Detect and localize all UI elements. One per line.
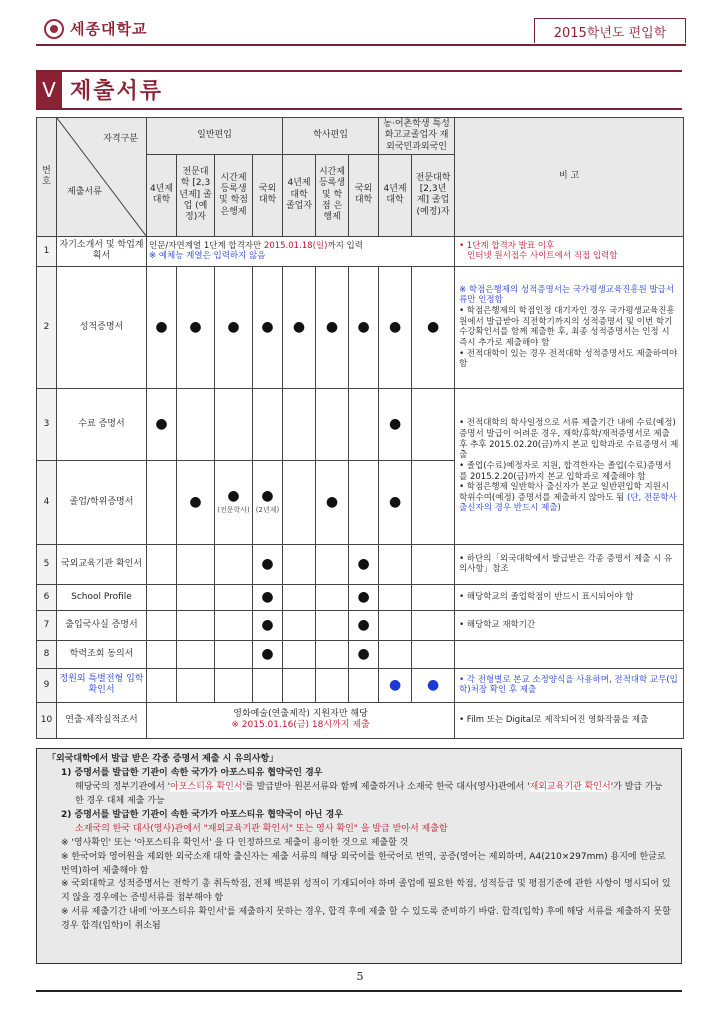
row-span-note [147, 702, 455, 738]
page-number: 5 [356, 970, 364, 983]
notice-point-2-body: 소재국의 한국 대사(영사)관에서 "재외교육기관 확인서" 또는 영사 확인" 을 발급 받아서 제출함 [75, 823, 448, 834]
remark-text: • 학점은행제 일반학사 출신자가 본교 일반편입학 지원시 학위수여(예정) 증명서를 제출하지 않아도 됨 [459, 482, 670, 503]
remark-text: • 1단계 합격자 발표 이후 [459, 240, 555, 251]
notice-note: ※ 한국어와 영어원을 제외한 외국소재 대학 출신자는 제출 서류의 해당 외국어를 한국어로 번역, 공증(영어는 제외하며, A4(210×297mm) 용지에 한글로 번역)하여 제출해야 함 [61, 851, 666, 876]
empty-cell [147, 544, 177, 584]
span-text: 영화예술(연출제작) 지원자만 해당 [233, 709, 368, 719]
empty-cell [177, 388, 215, 460]
notice-note: ※ 국외대학교 성적증명서는 전학기 총 취득학점, 전체 백분위 성적이 기재되어야 하며 졸업에 필요한 학점, 성적등급 및 평점기준에 관한 사항이 명시되어 있지 않을 경우에는 증빙서류를 첨부해야 함 [61, 879, 671, 904]
dot-mark: ● [147, 388, 177, 460]
dot-mark: ● [379, 668, 412, 702]
empty-cell [379, 584, 412, 610]
notice-point-2: 2) 증명서를 발급한 기관이 속한 국가가 아포스티유 협약국이 아닌 경우 [61, 809, 344, 820]
row-number: 4 [37, 460, 57, 544]
university-logo [44, 18, 147, 39]
dot-mark: ● [379, 266, 412, 388]
dot-mark: ● [261, 487, 274, 504]
caption: (2년제) [255, 506, 280, 515]
document-name: 정원외 특별전형 입학확인서 [57, 668, 147, 702]
group-special: 농·어촌학생 특성화고교졸업자 재외국민과외국인 [379, 118, 455, 155]
remark-cell [455, 266, 684, 388]
notice-note: ※ '영사확인' 또는 '아포스티유 확인서' 을 다 인정하므로 제출이 용이한 것으로 제출할 것 [61, 837, 409, 848]
empty-cell [412, 640, 455, 668]
notice-text: '가 발급 가능한 경우 대체 제출 가능 [75, 781, 663, 806]
deadline-date: 2015.01.18(일) [263, 240, 328, 251]
empty-cell [283, 610, 316, 640]
document-name: 졸업/학위증명서 [57, 460, 147, 544]
empty-cell [316, 584, 349, 610]
remark-cell [455, 236, 684, 266]
arts-note: ※ 예체능 계열은 입력하지 않음 [149, 251, 266, 262]
table-row [37, 236, 684, 266]
documents-table [36, 117, 684, 739]
empty-cell [177, 584, 215, 610]
table-row [37, 544, 684, 584]
remarks-header: 비 고 [455, 118, 684, 237]
dot-mark: ● [177, 460, 215, 544]
row-number: 10 [37, 702, 57, 738]
remark-cell [455, 388, 684, 544]
empty-cell [215, 668, 253, 702]
dot-mark: ● [349, 584, 379, 610]
dot-with-caption [215, 460, 253, 544]
empty-cell [316, 668, 349, 702]
category-diagonal-header [57, 118, 147, 237]
dot-mark: ● [379, 388, 412, 460]
empty-cell [412, 460, 455, 544]
empty-cell [253, 388, 283, 460]
highlight-text: 재외교육기관 확인서 [529, 781, 611, 792]
remark-cell: • 각 전형별로 본교 소정양식을 사용하며, 전적대학 교무(입학)처장 확인 후 제출 [455, 668, 684, 702]
row-number: 6 [37, 584, 57, 610]
empty-cell [379, 610, 412, 640]
table-row [37, 668, 684, 702]
empty-cell [412, 584, 455, 610]
empty-cell [412, 610, 455, 640]
top-header-bar [36, 14, 686, 46]
remark-cell: • 하단의「외국대학에서 발급받은 각종 증명서 제출 시 유의사항」참조 [455, 544, 684, 584]
row-number: 2 [37, 266, 57, 388]
dot-mark: ● [412, 668, 455, 702]
remark-text: • 전적대학의 학사일정으로 서류 제출기간 내에 수료(예정)증명서 발급이 어려운 경우, 재학/휴학/재적증명서로 제출 후 추후 2015.02.20(금)까지 본교 입학과로 수료증명서 제출 [459, 418, 679, 461]
dot-with-caption [253, 460, 283, 544]
empty-cell [283, 388, 316, 460]
table-row [37, 640, 684, 668]
dot-mark: ● [349, 610, 379, 640]
empty-cell [177, 640, 215, 668]
university-name: 세종대학교 [70, 20, 148, 38]
empty-cell [215, 388, 253, 460]
sub-g1: 4년제 대학 [147, 154, 177, 236]
empty-cell [283, 460, 316, 544]
sub-s1: 4년제 대학 [379, 154, 412, 236]
documents-label: 제출서류 [67, 186, 102, 197]
dot-mark: ● [349, 266, 379, 388]
remark-text: (단, 전문학사 출신자의 경우 반드시 제출) [459, 492, 677, 514]
empty-cell [147, 640, 177, 668]
dot-mark: ● [316, 460, 349, 544]
university-seal-icon [44, 19, 64, 39]
empty-cell [215, 544, 253, 584]
col-number-header: 번호 [37, 118, 57, 237]
dot-mark: ● [215, 266, 253, 388]
document-name: 출입국사실 증명서 [57, 610, 147, 640]
dot-mark: ● [147, 266, 177, 388]
dot-mark: ● [253, 266, 283, 388]
span-text: 인문/자연계열 1단계 합격자만 [149, 240, 264, 251]
remark-text: ※ 학점은행제의 성적증명서는 국가평생교육진흥원 발급서류만 인정함 [459, 284, 675, 306]
row-number: 9 [37, 668, 57, 702]
empty-cell [215, 584, 253, 610]
empty-cell [316, 388, 349, 460]
dot-mark: ● [349, 640, 379, 668]
highlight-text: 아포스티유 확인서 [170, 781, 243, 792]
empty-cell [379, 544, 412, 584]
document-name: 성적증명서 [57, 266, 147, 388]
table-row [37, 266, 684, 388]
sub-g4: 국외 대학 [253, 154, 283, 236]
dot-mark: ● [316, 266, 349, 388]
foreign-documents-notice [36, 748, 682, 964]
dot-mark: ● [227, 487, 240, 504]
empty-cell [349, 388, 379, 460]
qualification-label: 자격구분 [103, 134, 138, 144]
row-number: 3 [37, 388, 57, 460]
document-name: 연출·제작실적조서 [57, 702, 147, 738]
dot-mark: ● [253, 610, 283, 640]
row-number: 8 [37, 640, 57, 668]
group-bachelor: 학사편입 [283, 118, 379, 155]
empty-cell [349, 460, 379, 544]
empty-cell [412, 388, 455, 460]
empty-cell [283, 584, 316, 610]
empty-cell [215, 610, 253, 640]
notice-text: '를 발급받아 원본서류와 함께 제출하거나 소재국 한국 대사(영사)관에서 ' [242, 781, 530, 792]
dot-mark: ● [283, 266, 316, 388]
table-row [37, 388, 684, 460]
remark-cell: • 해당학교의 졸업학점이 반드시 표시되어야 함 [455, 584, 684, 610]
admission-year-tag: 2015학년도 편입학 [534, 18, 686, 43]
dot-mark: ● [349, 544, 379, 584]
empty-cell [147, 460, 177, 544]
empty-cell [253, 668, 283, 702]
sub-g3: 시간제 등록생 및 학점 은행제 [215, 154, 253, 236]
empty-cell [177, 544, 215, 584]
empty-cell [177, 668, 215, 702]
dot-mark: ● [253, 640, 283, 668]
span-text: 까지 입력 [327, 240, 363, 251]
document-name: 수료 증명서 [57, 388, 147, 460]
footer-divider [36, 990, 682, 992]
sub-g2: 전문대학 [2,3년제] 졸업 (예정)자 [177, 154, 215, 236]
empty-cell [147, 610, 177, 640]
row-number: 1 [37, 236, 57, 266]
remark-cell: • 해당학교 재학기간 [455, 610, 684, 640]
remark-text: • 학점은행제의 학점인정 대기자인 경우 국가평생교육진흥원에서 발급받아 직전학기까지의 성적증명서 및 이번 학기 수강확인서를 함께 제출한 후, 최종 성적증명서는 인정 시 즉시 추가로 제출해야 함 [459, 306, 675, 348]
empty-cell [379, 640, 412, 668]
empty-cell [316, 640, 349, 668]
empty-cell [316, 544, 349, 584]
notice-point-1: 1) 증명서를 발급한 기관이 속한 국가가 아포스티유 협약국인 경우 [61, 767, 323, 778]
notice-note: ※ 서류 제출기간 내에 '아포스티유 확인서'를 제출하지 못하는 경우, 합격 후에 제출 할 수 있도록 준비하기 바람. 합격(입학) 후에 해당 서류를 제출하지 못할 경우 합격(입학)이 취소됨 [61, 907, 671, 932]
document-name: 자기소개서 및 학업계획서 [57, 236, 147, 266]
dot-mark: ● [379, 460, 412, 544]
dot-mark: ● [412, 266, 455, 388]
row-number: 5 [37, 544, 57, 584]
empty-cell [316, 610, 349, 640]
dot-mark: ● [177, 266, 215, 388]
notice-point-1-body [47, 781, 671, 809]
caption: (전문학사) [217, 506, 250, 515]
empty-cell [147, 668, 177, 702]
remark-text: 인터넷 원서접수 사이트에서 직접 입력함 [467, 251, 618, 262]
empty-cell [412, 544, 455, 584]
dot-mark: ● [253, 584, 283, 610]
sub-s2: 전문대학 [2,3년제] 졸업 (예정)자 [412, 154, 455, 236]
document-name: 국외교육기관 확인서 [57, 544, 147, 584]
sub-b1: 4년제 대학 졸업자 [283, 154, 316, 236]
section-number: V [36, 72, 62, 108]
remark-cell [455, 640, 684, 668]
empty-cell [215, 640, 253, 668]
sub-b3: 국외 대학 [349, 154, 379, 236]
empty-cell [283, 668, 316, 702]
notice-title: 「외국대학에서 발급 받은 각종 증명서 제출 시 유의사항」 [47, 754, 279, 764]
remark-text: • 전적대학이 있는 경우 전적대학 성적증명서도 제출하여야 함 [459, 348, 678, 370]
sub-b2: 시간제 등록생 및 학점 은행제 [316, 154, 349, 236]
table-row [37, 702, 684, 738]
group-general: 일반편입 [147, 118, 283, 155]
empty-cell [147, 584, 177, 610]
document-name: 학력조회 동의서 [57, 640, 147, 668]
remark-text: • 졸업(수료)예정자로 지원, 합격한자는 졸업(수료)증명서를 2015.2.20(금)까지 본교 입학과로 제출해야 함 [459, 460, 672, 482]
empty-cell [283, 640, 316, 668]
table-row [37, 610, 684, 640]
notice-text: 해당국의 정부기관에서 ' [75, 781, 171, 792]
row-span-note [147, 236, 455, 266]
empty-cell [177, 610, 215, 640]
document-name: School Profile [57, 584, 147, 610]
empty-cell [283, 544, 316, 584]
deadline-date: ※ 2015.01.16(금) 18시까지 제출 [231, 720, 370, 731]
empty-cell [349, 668, 379, 702]
remark-cell: • Film 또는 Digital로 제작되어진 영화작품을 제출 [455, 702, 684, 738]
row-number: 7 [37, 610, 57, 640]
table-row [37, 584, 684, 610]
dot-mark: ● [253, 544, 283, 584]
section-title: 제출서류 [70, 79, 164, 104]
section-header [36, 70, 682, 110]
